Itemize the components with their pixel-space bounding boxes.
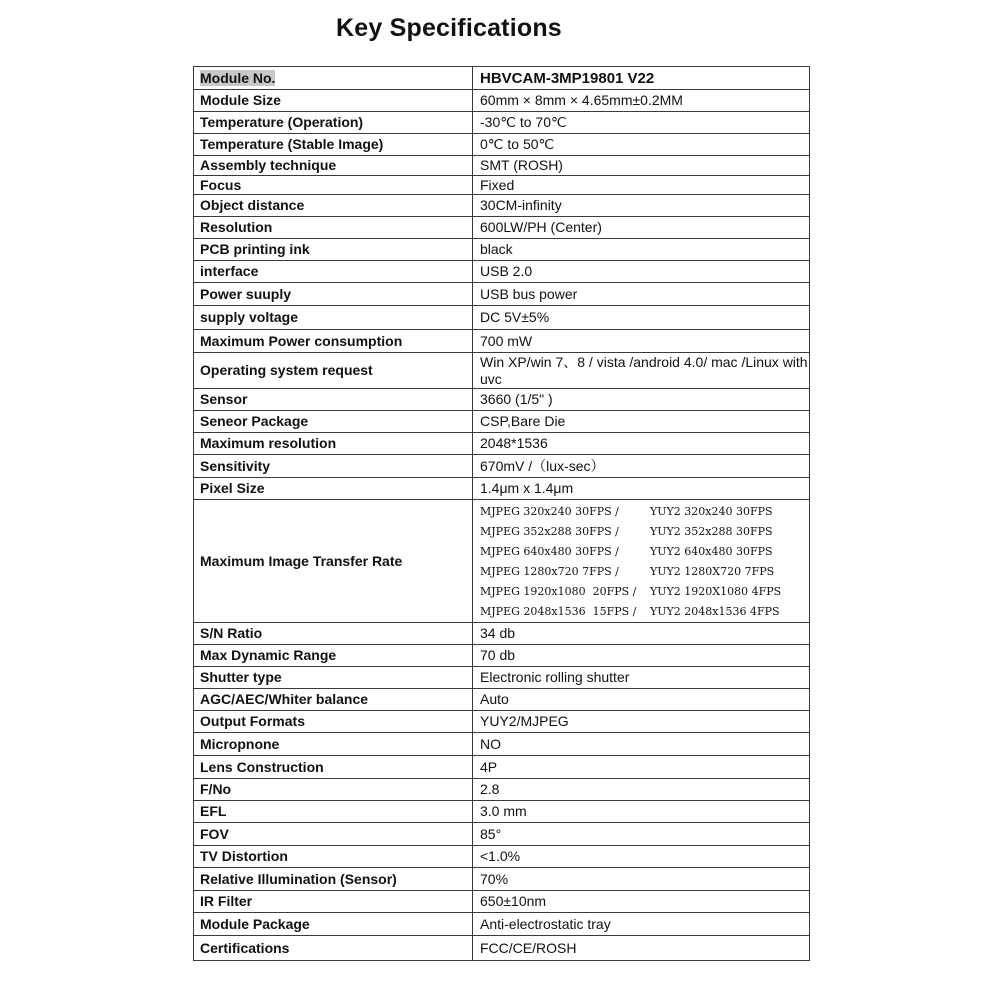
spec-label-text: F/No	[200, 781, 232, 797]
spec-label-text: Temperature (Stable Image)	[200, 136, 384, 152]
mjpeg-rate: MJPEG 1920x1080 20FPS /	[480, 584, 637, 598]
transfer-rate-list	[473, 500, 810, 623]
spec-label	[194, 67, 473, 90]
spec-value: 2048*1536	[473, 433, 810, 455]
spec-label	[194, 283, 473, 306]
spec-value: 70%	[473, 868, 810, 891]
spec-label	[194, 689, 473, 711]
spec-row	[194, 433, 810, 455]
yuy2-rate: YUY2 640x480 30FPS	[650, 544, 773, 558]
spec-label-text: Output Formats	[200, 713, 305, 729]
spec-row	[194, 936, 810, 961]
spec-row	[194, 156, 810, 176]
spec-label	[194, 217, 473, 239]
spec-value: 70 db	[473, 645, 810, 667]
spec-row	[194, 90, 810, 112]
spec-label	[194, 156, 473, 176]
mjpeg-rate: MJPEG 352x288 30FPS /	[480, 524, 619, 538]
spec-label-text: Operating system request	[200, 362, 373, 378]
spec-value: Electronic rolling shutter	[473, 667, 810, 689]
spec-label	[194, 823, 473, 846]
spec-value: -30℃ to 70℃	[473, 112, 810, 134]
spec-label	[194, 711, 473, 733]
spec-value: FCC/CE/ROSH	[473, 936, 810, 961]
spec-value: 600LW/PH (Center)	[473, 217, 810, 239]
spec-label-text: Sensitivity	[200, 457, 271, 474]
spec-label-text: PCB printing ink	[200, 241, 310, 257]
spec-row	[194, 283, 810, 306]
spec-value: 4P	[473, 756, 810, 779]
spec-value: HBVCAM-3MP19801 V22	[473, 67, 810, 90]
spec-label-text: Relative Illumination (Sensor)	[200, 870, 397, 887]
spec-label-text: Pixel Size	[200, 480, 265, 496]
spec-label	[194, 389, 473, 411]
spec-value: Win XP/win 7、8 / vista /android 4.0/ mac /Linux with uvc	[473, 353, 810, 389]
spec-label	[194, 667, 473, 689]
spec-value: 2.8	[473, 779, 810, 801]
spec-label-text: S/N Ratio	[200, 625, 263, 641]
spec-value: 650±10nm	[473, 891, 810, 913]
spec-row	[194, 801, 810, 823]
spec-row	[194, 306, 810, 330]
spec-label	[194, 261, 473, 283]
specifications-table-body	[194, 67, 810, 961]
spec-label	[194, 353, 473, 389]
spec-label-text: Resolution	[200, 219, 273, 235]
spec-label-text: Assembly technique	[200, 157, 337, 173]
spec-label	[194, 645, 473, 667]
spec-label	[194, 195, 473, 217]
spec-label	[194, 90, 473, 112]
spec-label	[194, 868, 473, 891]
yuy2-rate: YUY2 2048x1536 4FPS	[650, 604, 780, 618]
spec-label	[194, 433, 473, 455]
spec-label	[194, 936, 473, 961]
spec-label	[194, 733, 473, 756]
spec-value: 670mV /（lux-sec）	[473, 455, 810, 478]
spec-row	[194, 711, 810, 733]
spec-row	[194, 868, 810, 891]
spec-label	[194, 306, 473, 330]
spec-row	[194, 389, 810, 411]
spec-label	[194, 134, 473, 156]
spec-value: Fixed	[473, 176, 810, 195]
spec-label-text: Seneor Package	[200, 413, 309, 429]
spec-label-text: Module No.	[200, 69, 276, 86]
spec-value: USB bus power	[473, 283, 810, 306]
spec-label: Maximum Image Transfer Rate	[194, 500, 473, 623]
spec-row	[194, 689, 810, 711]
spec-label-text: AGC/AEC/Whiter balance	[200, 691, 369, 707]
spec-value: <1.0%	[473, 846, 810, 868]
spec-row	[194, 176, 810, 195]
spec-value: DC 5V±5%	[473, 306, 810, 330]
spec-row	[194, 239, 810, 261]
page-title: Key Specifications	[336, 14, 562, 42]
spec-label-text: Micropnone	[200, 735, 280, 752]
spec-label-text: Module Package	[200, 915, 310, 932]
spec-label-text: IR Filter	[200, 893, 253, 909]
spec-value: SMT (ROSH)	[473, 156, 810, 176]
spec-value: 3.0 mm	[473, 801, 810, 823]
spec-label	[194, 112, 473, 134]
spec-label-text: Shutter type	[200, 669, 282, 685]
spec-row	[194, 195, 810, 217]
spec-label	[194, 330, 473, 353]
yuy2-rate: YUY2 1920X1080 4FPS	[650, 584, 782, 598]
spec-value: 30CM-infinity	[473, 195, 810, 217]
spec-value: black	[473, 239, 810, 261]
spec-row	[194, 411, 810, 433]
spec-label-text: Focus	[200, 176, 242, 193]
spec-label	[194, 411, 473, 433]
specifications-table	[193, 66, 810, 961]
spec-label	[194, 176, 473, 195]
spec-row	[194, 756, 810, 779]
spec-label-text: TV Distortion	[200, 848, 288, 864]
spec-label-text: Module Size	[200, 92, 281, 108]
yuy2-rate: YUY2 352x288 30FPS	[650, 524, 773, 538]
spec-label-text: interface	[200, 263, 259, 279]
spec-value: USB 2.0	[473, 261, 810, 283]
spec-label-text: Lens Construction	[200, 758, 324, 775]
spec-label-text: Max Dynamic Range	[200, 647, 337, 663]
spec-row	[194, 846, 810, 868]
spec-value: 0℃ to 50℃	[473, 134, 810, 156]
spec-row	[194, 330, 810, 353]
spec-label	[194, 779, 473, 801]
spec-value: CSP,Bare Die	[473, 411, 810, 433]
transfer-rate-grid	[480, 502, 809, 621]
spec-label-text: Certifications	[200, 939, 290, 956]
spec-value: 700 mW	[473, 330, 810, 353]
spec-row	[194, 478, 810, 500]
mjpeg-rate: MJPEG 1280x720 7FPS /	[480, 564, 619, 578]
spec-value: YUY2/MJPEG	[473, 711, 810, 733]
mjpeg-rate: MJPEG 320x240 30FPS /	[480, 504, 619, 518]
spec-label-text: Power suuply	[200, 285, 292, 302]
mjpeg-rate: MJPEG 640x480 30FPS /	[480, 544, 619, 558]
spec-row	[194, 134, 810, 156]
spec-row	[194, 913, 810, 936]
spec-row	[194, 217, 810, 239]
yuy2-rate: YUY2 320x240 30FPS	[650, 504, 773, 518]
spec-row	[194, 353, 810, 389]
spec-value: Auto	[473, 689, 810, 711]
spec-value: 3660 (1/5" )	[473, 389, 810, 411]
spec-row	[194, 67, 810, 90]
spec-row	[194, 667, 810, 689]
spec-row	[194, 112, 810, 134]
spec-label-text: Maximum resolution	[200, 435, 337, 451]
spec-label	[194, 846, 473, 868]
spec-value: 60mm × 8mm × 4.65mm±0.2MM	[473, 90, 810, 112]
yuy2-rate: YUY2 1280X720 7FPS	[650, 564, 775, 578]
spec-label-text: FOV	[200, 825, 229, 842]
spec-value: 85°	[473, 823, 810, 846]
spec-label	[194, 455, 473, 478]
spec-value: NO	[473, 733, 810, 756]
spec-label-text: Object distance	[200, 197, 305, 213]
spec-label-text: Temperature (Operation)	[200, 114, 364, 130]
spec-label	[194, 913, 473, 936]
spec-label	[194, 239, 473, 261]
spec-row	[194, 733, 810, 756]
spec-value: 34 db	[473, 623, 810, 645]
spec-row	[194, 779, 810, 801]
spec-label-text: EFL	[200, 803, 227, 819]
spec-label-text: Sensor	[200, 391, 248, 407]
spec-row	[194, 645, 810, 667]
spec-row	[194, 891, 810, 913]
spec-row-transfer-rate	[194, 500, 810, 623]
mjpeg-rate: MJPEG 2048x1536 15FPS /	[480, 604, 637, 618]
spec-row	[194, 261, 810, 283]
spec-value: 1.4μm x 1.4μm	[473, 478, 810, 500]
spec-label	[194, 756, 473, 779]
spec-label	[194, 623, 473, 645]
spec-label-text: supply voltage	[200, 309, 299, 325]
spec-row	[194, 455, 810, 478]
spec-value: Anti-electrostatic tray	[473, 913, 810, 936]
spec-label-text: Maximum Power consumption	[200, 332, 403, 349]
spec-label	[194, 478, 473, 500]
spec-row	[194, 823, 810, 846]
spec-label	[194, 891, 473, 913]
spec-label	[194, 801, 473, 823]
spec-row	[194, 623, 810, 645]
